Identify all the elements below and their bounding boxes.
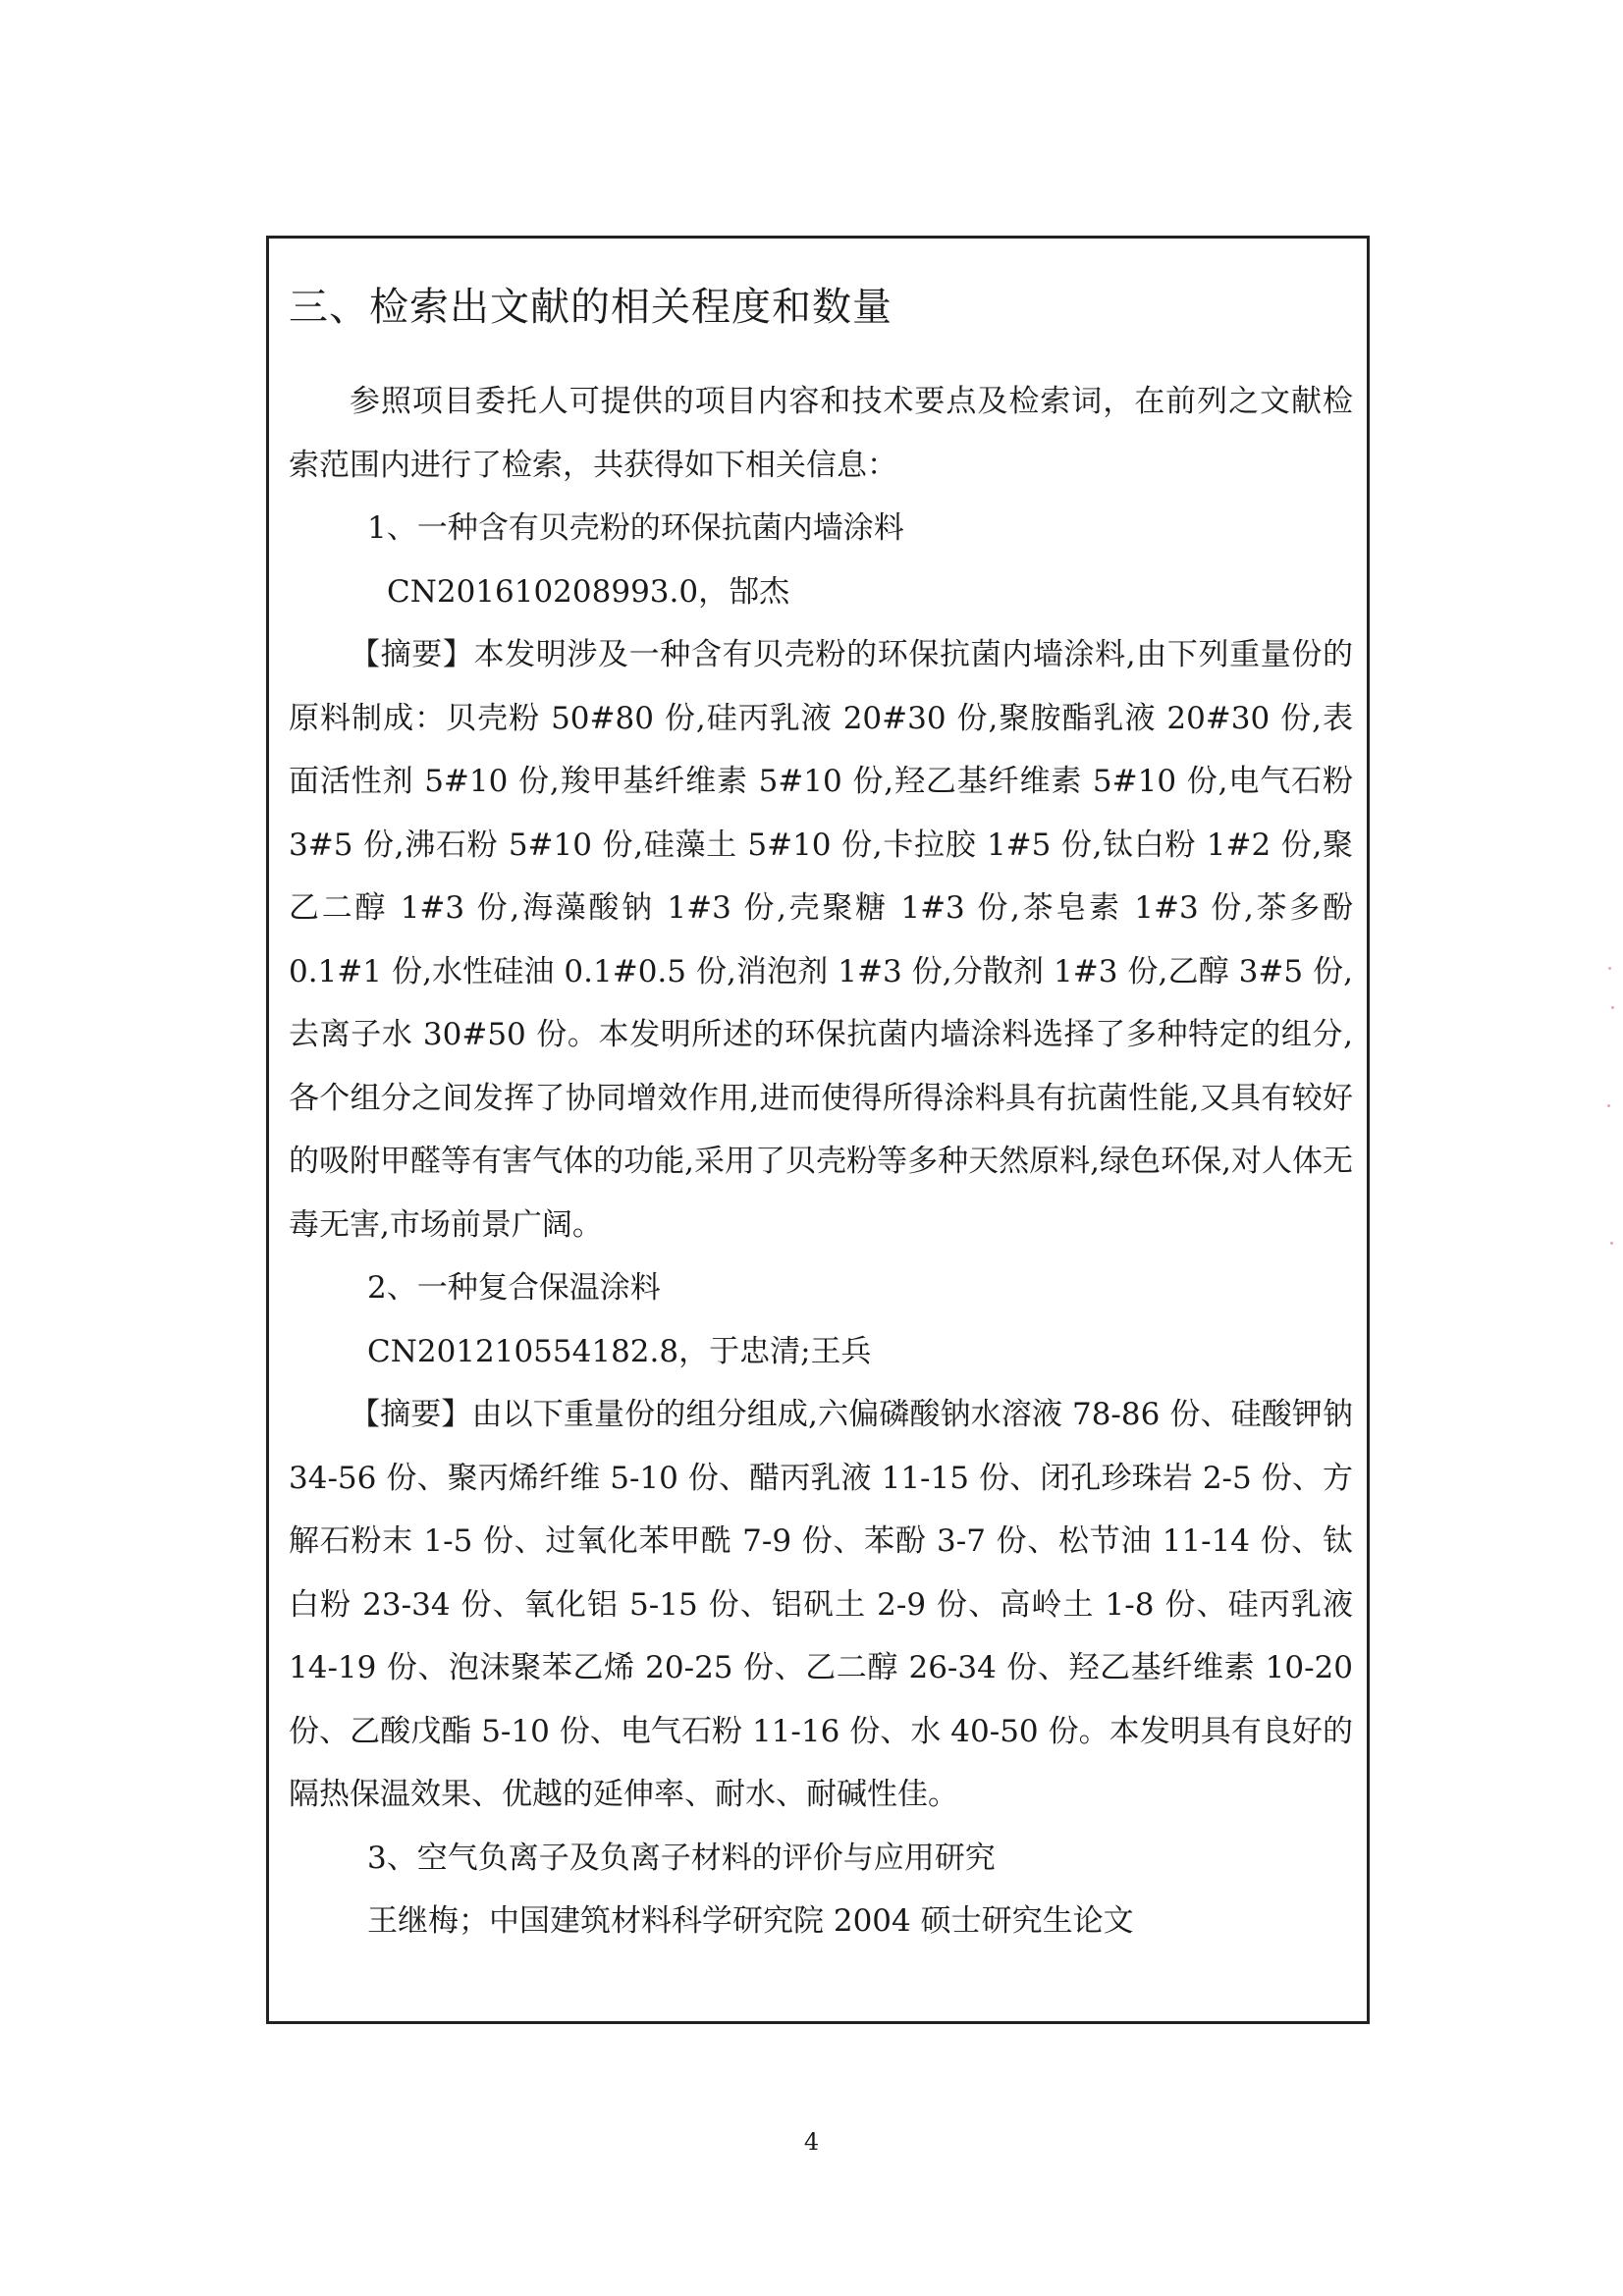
content-body xyxy=(289,285,1353,1953)
page-number: 4 xyxy=(803,2128,820,2156)
scan-margin-marks xyxy=(1606,967,1616,1261)
item-1-title: 1、一种含有贝壳粉的环保抗菌内墙涂料 xyxy=(367,510,904,546)
item-2-abstract: 【摘要】由以下重量份的组分组成,六偏磷酸钠水溶液 78-86 份、硅酸钾钠 34-56 份、聚丙烯纤维 5-10 份、醋丙乳液 11-15 份、闭孔珍珠岩 2-5 份、方解石粉末 1-5 份、过氧化苯甲酰 7-9 份、苯酚 3-7 份、松节油 11-14 份、钛白粉 23-34 份、氧化铝 5-15 份、铝矾土 2-9 份、高岭土 1-8 份、硅丙乳液 14-19 份、泡沫聚苯乙烯 20-25 份、乙二醇 26-34 份、羟乙基纤维素 10-20 份、乙酸戊酯 5-10 份、电气石粉 11-16 份、水 40-50 份。本发明具有良好的隔热保温效果、优越的延伸率、耐水、耐碱性佳。 xyxy=(289,1397,1353,1812)
item-3-meta: 王继梅；中国建筑材料科学研究院 2004 硕士研究生论文 xyxy=(367,1903,1134,1939)
content-frame xyxy=(266,236,1370,2024)
item-2-title: 2、一种复合保温涂料 xyxy=(367,1270,661,1306)
item-2-meta: CN201210554182.8，于忠清;王兵 xyxy=(367,1333,872,1369)
item-1-meta: CN201610208993.0，郜杰 xyxy=(387,573,790,610)
item-3-title: 3、空气负离子及负离子材料的评价与应用研究 xyxy=(367,1840,996,1876)
intro-paragraph: 参照项目委托人可提供的项目内容和技术要点及检索词，在前列之文献检索范围内进行了检索，共获得如下相关信息： xyxy=(289,384,1353,483)
item-1-abstract: 【摘要】本发明涉及一种含有贝壳粉的环保抗菌内墙涂料,由下列重量份的原料制成：贝壳粉 50#80 份,硅丙乳液 20#30 份,聚胺酯乳液 20#30 份,表面活性剂 5#10 份,羧甲基纤维素 5#10 份,羟乙基纤维素 5#10 份,电气石粉 3#5 份,沸石粉 5#10 份,硅藻土 5#10 份,卡拉胶 1#5 份,钛白粉 1#2 份,聚乙二醇 1#3 份,海藻酸钠 1#3 份,壳聚糖 1#3 份,茶皂素 1#3 份,茶多酚 0.1#1 份,水性硅油 0.1#0.5 份,消泡剂 1#3 份,分散剂 1#3 份,乙醇 3#5 份,去离子水 30#50 份。本发明所述的环保抗菌内墙涂料选择了多种特定的组分,各个组分之间发挥了协同增效作用,进而使得所得涂料具有抗菌性能,又具有较好的吸附甲醛等有害气体的功能,采用了贝壳粉等多种天然原料,绿色环保,对人体无毒无害,市场前景广阔。 xyxy=(289,637,1353,1243)
section-title: 三、检索出文献的相关程度和数量 xyxy=(289,285,893,330)
